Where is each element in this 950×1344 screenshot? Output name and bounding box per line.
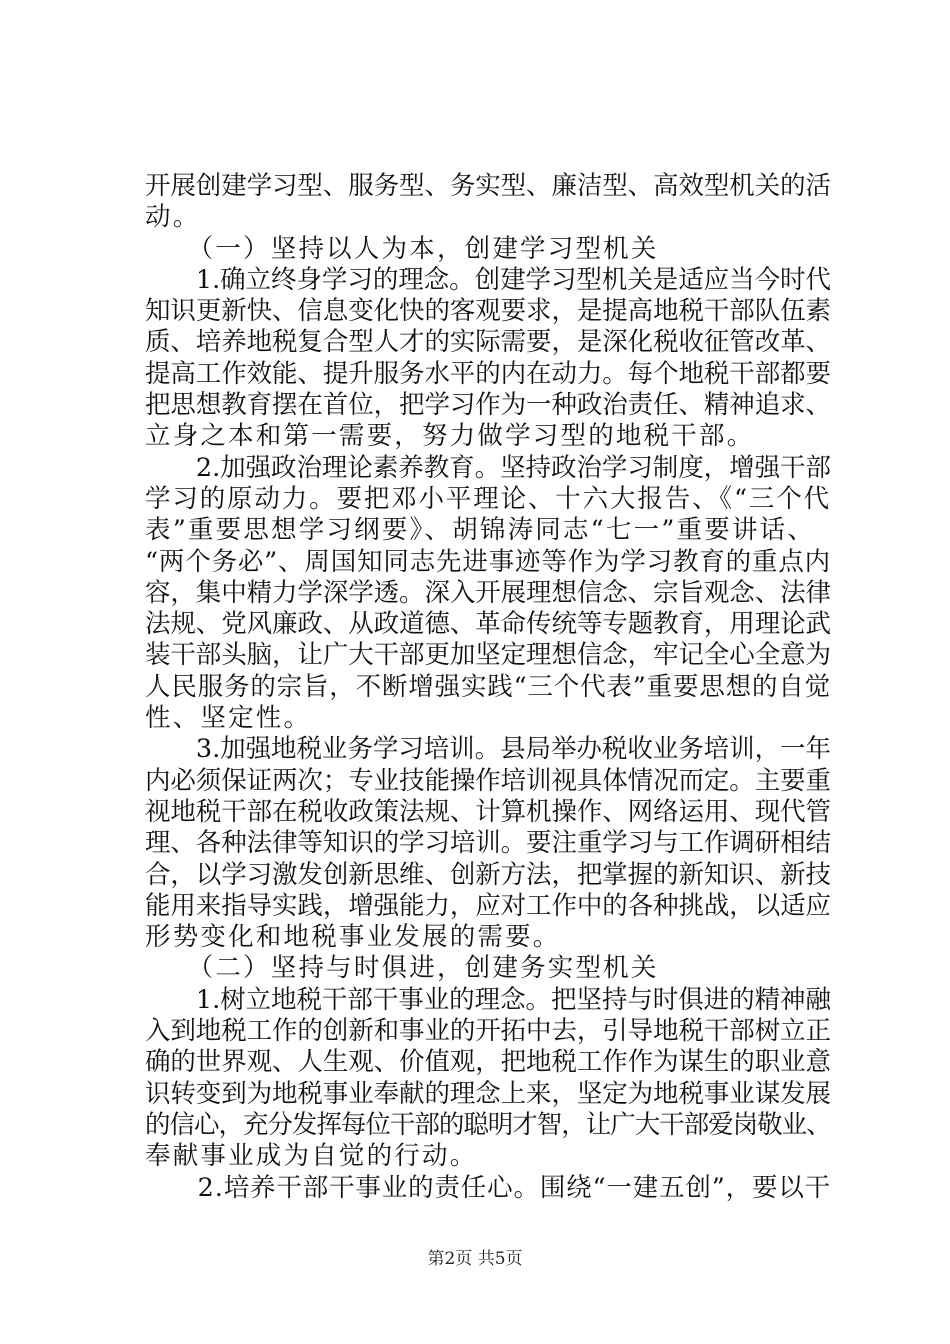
page-number: 第2页 共5页 xyxy=(427,1249,523,1269)
body-text xyxy=(145,171,831,1204)
text-line: 能用来指导实践，增强能力，应对工作中的各种挑战，以适应 xyxy=(145,890,831,921)
text-line: 知识更新快、信息变化快的客观要求，是提高地税干部队伍素 xyxy=(145,296,831,327)
text-line: 装干部头脑，让广大干部更加坚定理想信念，牢记全心全意为 xyxy=(145,640,831,671)
section-heading: （二）坚持与时俱进，创建务实型机关 xyxy=(145,953,659,984)
text-line: 1.确立终身学习的理念。创建学习型机关是适应当今时代 xyxy=(145,264,831,295)
text-line: 人民服务的宗旨，不断增强实践“三个代表”重要思想的自觉 xyxy=(145,671,831,702)
text-line: “两个务必”、周国知同志先进事迹等作为学习教育的重点内 xyxy=(145,546,831,577)
text-line: 提高工作效能、提升服务水平的内在动力。每个地税干部都要 xyxy=(145,358,831,389)
text-line: 开展创建学习型、服务型、务实型、廉洁型、高效型机关的活 xyxy=(145,171,831,201)
section-heading: （一）坚持以人为本，创建学习型机关 xyxy=(145,233,659,264)
text-line: 把思想教育摆在首位，把学习作为一种政治责任、精神追求、 xyxy=(145,390,831,421)
text-line: 的信心，充分发挥每位干部的聪明才智，让广大干部爱岗敬业、 xyxy=(145,1109,831,1140)
text-line: 奉献事业成为自觉的行动。 xyxy=(145,1141,478,1172)
text-line: 合，以学习激发创新思维、创新方法，把掌握的新知识、新技 xyxy=(145,859,831,890)
text-line: 2.加强政治理论素养教育。坚持政治学习制度，增强干部 xyxy=(145,452,831,483)
text-line: 入到地税工作的创新和事业的开拓中去，引导地税干部树立正 xyxy=(145,1016,831,1047)
text-line: 内必须保证两次；专业技能操作培训视具体情况而定。主要重 xyxy=(145,765,831,796)
page-footer xyxy=(0,1244,950,1269)
text-line: 1.树立地税干部干事业的理念。把坚持与时俱进的精神融 xyxy=(145,984,831,1015)
text-line: 表”重要思想学习纲要》、胡锦涛同志“七一”重要讲话、 xyxy=(145,515,816,546)
text-line: 形势变化和地税事业发展的需要。 xyxy=(145,922,561,953)
text-line: 2.培养干部干事业的责任心。围绕“一建五创”，要以干 xyxy=(145,1172,832,1203)
text-line: 理、各种法律等知识的学习培训。要注重学习与工作调研相结 xyxy=(145,828,831,859)
text-line: 动。 xyxy=(145,202,201,233)
text-line: 法规、党风廉政、从政道德、革命传统等专题教育，用理论武 xyxy=(145,609,831,640)
text-line: 质、培养地税复合型人才的实际需要，是深化税收征管改革、 xyxy=(145,327,831,358)
text-line: 容，集中精力学深学透。深入开展理想信念、宗旨观念、法律 xyxy=(145,577,831,608)
text-line: 确的世界观、人生观、价值观，把地税工作作为谋生的职业意 xyxy=(145,1047,831,1078)
text-line: 视地税干部在税收政策法规、计算机操作、网络运用、现代管 xyxy=(145,796,831,827)
text-line: 3.加强地税业务学习培训。县局举办税收业务培训，一年 xyxy=(145,734,831,765)
text-line: 识转变到为地税事业奉献的理念上来，坚定为地税事业谋发展 xyxy=(145,1078,831,1109)
text-line: 立身之本和第一需要，努力做学习型的地税干部。 xyxy=(145,421,755,452)
text-line: 性、坚定性。 xyxy=(145,703,312,734)
text-line: 学习的原动力。要把邓小平理论、十六大报告、《“三个代 xyxy=(145,483,831,514)
